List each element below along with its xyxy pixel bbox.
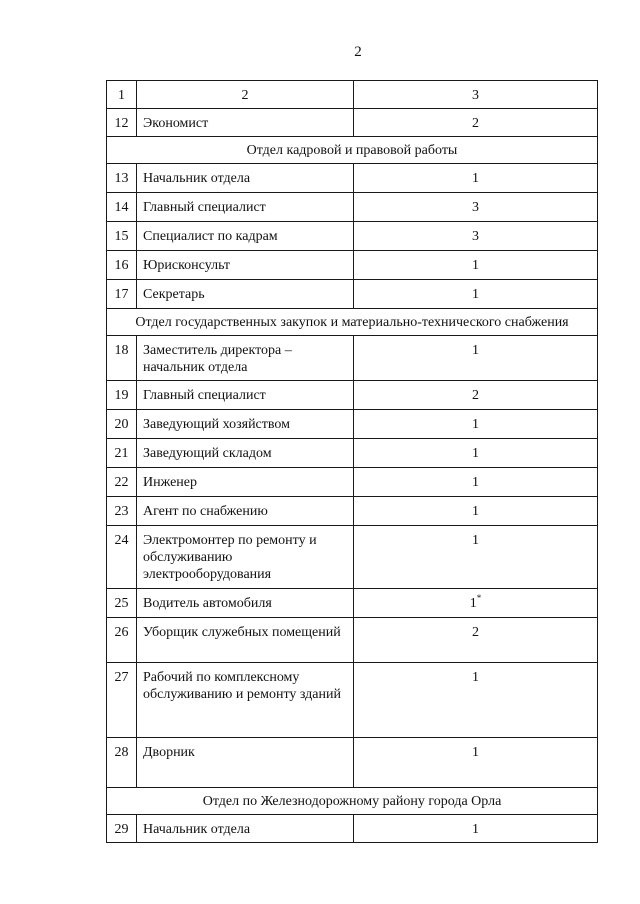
table-row (107, 738, 598, 788)
table-row (107, 381, 598, 410)
position-quantity: 1 (354, 280, 598, 309)
position-name: Юрисконсульт (137, 251, 354, 280)
table-row (107, 410, 598, 439)
position-quantity: 1 (354, 497, 598, 526)
row-number: 17 (107, 280, 137, 309)
position-quantity: 1 (354, 738, 598, 788)
position-quantity: 1 (354, 336, 598, 381)
position-quantity: 1 (354, 251, 598, 280)
row-number: 18 (107, 336, 137, 381)
position-quantity: 1 (354, 815, 598, 843)
position-name: Дворник (137, 738, 354, 788)
department-row (107, 137, 598, 164)
row-number: 16 (107, 251, 137, 280)
page-number: 2 (354, 44, 362, 60)
position-name: Главный специалист (137, 381, 354, 410)
table-row (107, 280, 598, 309)
position-quantity: 1 (354, 164, 598, 193)
position-quantity: 2 (354, 618, 598, 663)
position-quantity: 3 (354, 193, 598, 222)
row-number: 28 (107, 738, 137, 788)
position-name: Секретарь (137, 280, 354, 309)
position-name: Заместитель директора – начальник отдела (137, 336, 354, 381)
table-row (107, 589, 598, 618)
row-number: 24 (107, 526, 137, 589)
position-name: Рабочий по комплексному обслуживанию и ремонту зданий (137, 663, 354, 738)
position-name: Водитель автомобиля (137, 589, 354, 618)
position-quantity: 2 (354, 381, 598, 410)
position-quantity: 1 (354, 410, 598, 439)
row-number: 23 (107, 497, 137, 526)
table-row (107, 497, 598, 526)
row-number: 25 (107, 589, 137, 618)
row-number: 22 (107, 468, 137, 497)
department-row (107, 788, 598, 815)
row-number: 26 (107, 618, 137, 663)
header-col-quantity: 3 (354, 81, 598, 109)
header-col-position: 2 (137, 81, 354, 109)
table-row (107, 109, 598, 137)
row-number: 20 (107, 410, 137, 439)
position-name: Начальник отдела (137, 815, 354, 843)
position-name: Инженер (137, 468, 354, 497)
position-name: Начальник отдела (137, 164, 354, 193)
position-name: Уборщик служебных помещений (137, 618, 354, 663)
position-name: Электромонтер по ремонту и обслуживанию электрооборудования (137, 526, 354, 589)
table-header-row (107, 81, 598, 109)
position-quantity: 1 (354, 663, 598, 738)
position-quantity: 3 (354, 222, 598, 251)
position-name: Экономист (137, 109, 354, 137)
department-title: Отдел по Железнодорожному району города Орла (107, 788, 598, 815)
department-title: Отдел кадровой и правовой работы (107, 137, 598, 164)
row-number: 29 (107, 815, 137, 843)
table-row (107, 193, 598, 222)
row-number: 27 (107, 663, 137, 738)
footnote-mark: * (476, 593, 482, 603)
table-row (107, 439, 598, 468)
row-number: 21 (107, 439, 137, 468)
position-name: Главный специалист (137, 193, 354, 222)
table-row (107, 222, 598, 251)
position-quantity: 1 (354, 468, 598, 497)
staff-table (106, 80, 598, 843)
table-row (107, 526, 598, 589)
department-title: Отдел государственных закупок и материально-технического снабжения (107, 309, 598, 336)
table-row (107, 164, 598, 193)
position-quantity: 1 (354, 439, 598, 468)
table-row (107, 815, 598, 843)
row-number: 13 (107, 164, 137, 193)
position-name: Заведующий хозяйством (137, 410, 354, 439)
table-row (107, 618, 598, 663)
row-number: 19 (107, 381, 137, 410)
table-row (107, 336, 598, 381)
header-col-number: 1 (107, 81, 137, 109)
position-name: Заведующий складом (137, 439, 354, 468)
row-number: 15 (107, 222, 137, 251)
position-name: Специалист по кадрам (137, 222, 354, 251)
position-quantity: 1 (354, 526, 598, 589)
table-row (107, 663, 598, 738)
position-name: Агент по снабжению (137, 497, 354, 526)
table-row (107, 251, 598, 280)
table-row (107, 468, 598, 497)
row-number: 14 (107, 193, 137, 222)
row-number: 12 (107, 109, 137, 137)
position-quantity: 2 (354, 109, 598, 137)
department-row (107, 309, 598, 336)
position-quantity: 1* (354, 589, 598, 618)
